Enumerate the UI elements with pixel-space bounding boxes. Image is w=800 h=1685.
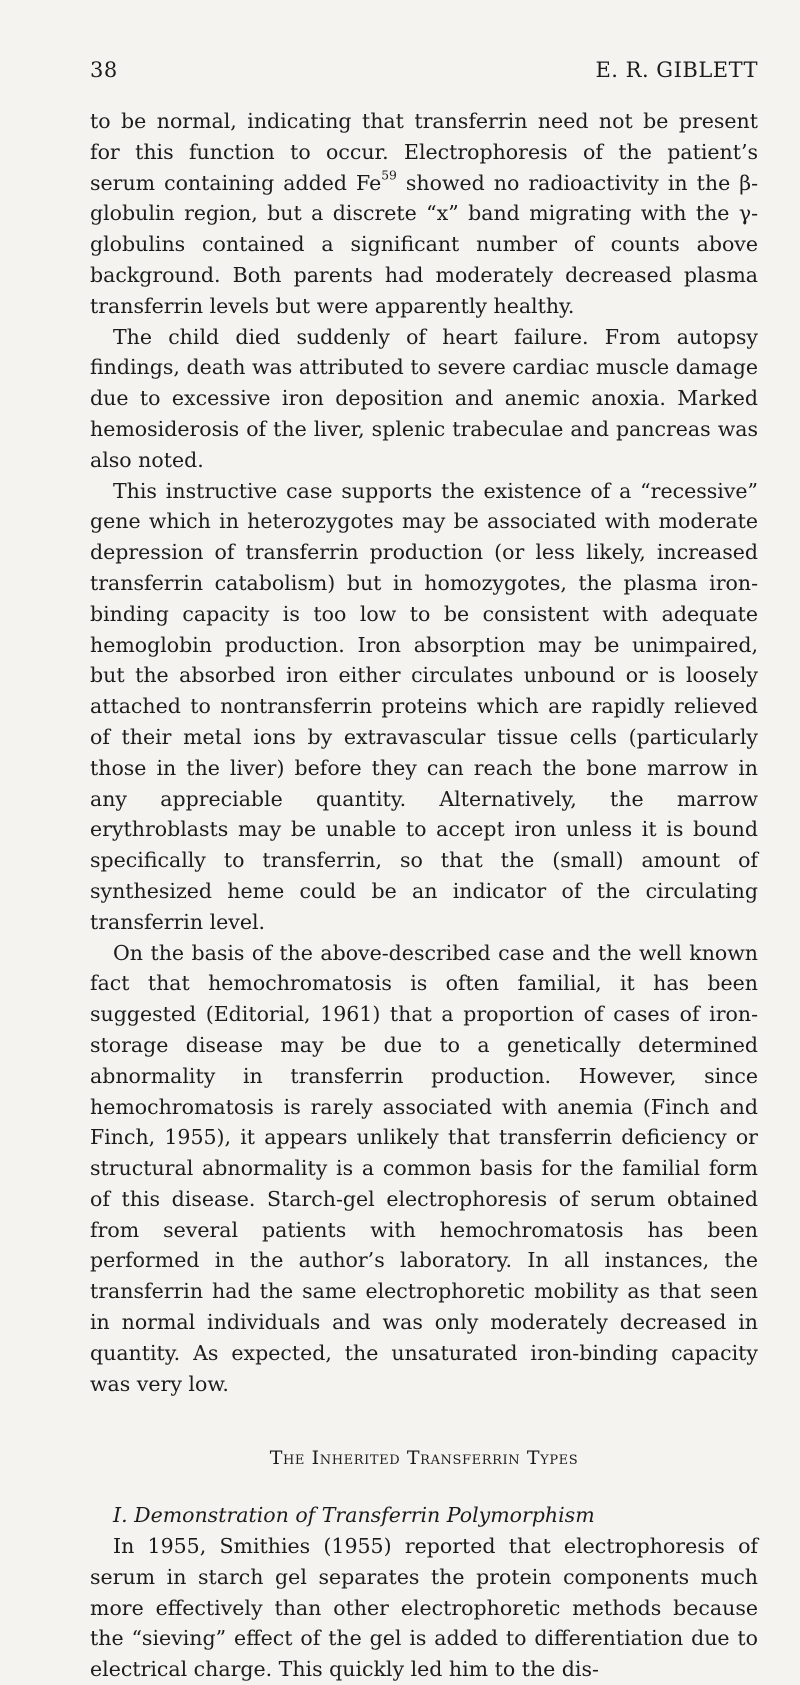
paragraph-continued bbox=[90, 106, 758, 322]
subsection-heading: I. Demonstration of Transferrin Polymorphism bbox=[113, 1503, 595, 1528]
section-heading: The Inherited Transferrin Types bbox=[269, 1447, 579, 1470]
paragraph: In 1955, Smithies (1955) reported that electrophoresis of serum in starch gel separates the protein components much more effectively than other electrophoretic methods because the “sieving” effect of the gel is added to differentiation due to electrical charge. This quickly led him to the dis- bbox=[90, 1534, 758, 1682]
isotope-superscript: 59 bbox=[381, 168, 397, 183]
paragraph: The child died suddenly of heart failure. From autopsy findings, death was attributed to severe cardiac muscle damage due to excessive iron deposition and anemic anoxia. Marked hemosiderosis of the liver, splenic trabeculae and pancreas was also noted. bbox=[90, 324, 758, 472]
running-head-author: E. R. GIBLETT bbox=[595, 58, 758, 82]
body-text bbox=[90, 106, 758, 1685]
running-head bbox=[90, 58, 758, 82]
paragraph-text: to be normal, indicating that transferrin need not be present for this function to occur. Electrophoresis of the patient’s serum containing added Fe bbox=[90, 109, 758, 195]
paragraph: This instructive case supports the existence of a “recessive” gene which in heterozygotes may be associated with moderate depression of transferrin production (or less likely, increased transferrin catabolism) but in homozygotes, the plasma iron-binding capacity is too low to be consistent with adequate hemoglobin production. Iron absorption may be unimpaired, but the absorbed iron either circulates unbound or is loosely attached to nontransferrin proteins which are rapidly relieved of their metal ions by extravascular tissue cells (particularly those in the liver) before they can reach the bone marrow in any appreciable quantity. Alternatively, the marrow erythroblasts may be unable to accept iron unless it is bound specifically to transferrin, so that the (small) amount of synthesized heme could be an indicator of the circulating transferrin level. bbox=[90, 478, 758, 934]
page-number: 38 bbox=[90, 58, 118, 82]
paragraph-text: showed no radioactivity in the β-globulin region, but a discrete “x” band migrating with the γ-globulins contained a significant number of counts above background. Both parents had moderately decreased plasma transferrin levels but were apparently healthy. bbox=[90, 170, 758, 318]
paragraph: On the basis of the above-described case and the well known fact that hemochromatosis is often familial, it has been suggested (Editorial, 1961) that a proportion of cases of iron-storage disease may be due to a genetically determined abnormality in transferrin production. However, since hemochromatosis is rarely associated with anemia (Finch and Finch, 1955), it appears unlikely that transferrin deficiency or structural abnormality is a common basis for the familial form of this disease. Starch-gel electrophoresis of serum obtained from several patients with hemochromatosis has been performed in the author’s laboratory. In all instances, the transferrin had the same electrophoretic mobility as that seen in normal individuals and was only moderately decreased in quantity. As expected, the unsaturated iron-binding capacity was very low. bbox=[90, 940, 758, 1396]
